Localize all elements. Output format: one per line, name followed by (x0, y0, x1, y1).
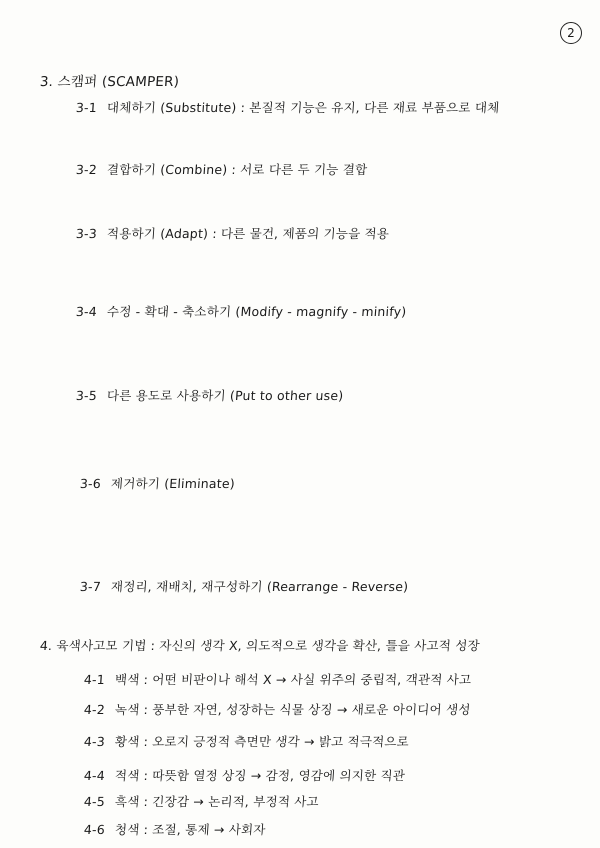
item-description: : 오로지 긍정적 측면만 생각 → 밝고 적극적으로 (143, 734, 410, 749)
section-3-heading: 3. 스캠퍼 (SCAMPER) (39, 74, 180, 90)
page-number: 2 (560, 22, 582, 44)
item-description: : 서로 다른 두 기능 결합 (231, 162, 368, 177)
item-description: : 어떤 비판이나 해석 X → 사실 위주의 중립적, 객관적 사고 (143, 672, 472, 687)
item-3-5 (75, 386, 344, 404)
item-title: 백색 (114, 672, 141, 687)
item-3-4 (75, 302, 407, 320)
item-title: 적색 (114, 768, 141, 783)
item-4-5 (83, 792, 319, 810)
item-4-3 (83, 732, 409, 750)
item-title: 재정리, 재배치, 재구성하기 (Rearrange - Reverse) (110, 579, 409, 594)
item-title: 제거하기 (Eliminate) (110, 476, 236, 491)
section-4-heading: 4. 육색사고모 기법 : 자신의 생각 X, 의도적으로 생각을 확산, 틀을 사고적 성장 (39, 638, 481, 653)
item-title: 흑색 (114, 794, 141, 809)
item-4-4 (83, 766, 405, 784)
item-title: 대체하기 (Substitute) (106, 100, 238, 115)
item-title: 황색 (114, 734, 141, 749)
item-3-7 (79, 577, 409, 595)
item-number: 3-2 (75, 162, 98, 177)
item-number: 4-1 (83, 672, 106, 687)
item-description: : 긴장감 → 논리적, 부정적 사고 (143, 794, 320, 809)
item-description: : 따뜻함 열정 상징 → 감정, 영감에 의지한 직관 (143, 768, 406, 783)
item-3-6 (79, 474, 235, 492)
item-description: : 다른 물건, 제품의 기능을 적용 (211, 226, 390, 241)
item-number: 3-1 (75, 100, 98, 115)
item-3-1 (75, 98, 500, 116)
item-4-2 (83, 700, 471, 718)
item-number: 3-3 (75, 226, 98, 241)
item-number: 4-2 (83, 702, 106, 717)
item-number: 4-5 (83, 794, 106, 809)
item-4-1 (83, 670, 472, 688)
item-title: 적용하기 (Adapt) (106, 226, 209, 241)
item-title: 녹색 (114, 702, 141, 717)
item-number: 3-4 (75, 304, 98, 319)
item-description: : 본질적 기능은 유지, 다른 재료 부품으로 대체 (240, 100, 500, 115)
item-number: 3-5 (75, 388, 98, 403)
item-description: : 조절, 통제 → 사회자 (143, 822, 267, 837)
item-number: 4-3 (83, 734, 106, 749)
item-title: 결합하기 (Combine) (106, 162, 228, 177)
item-3-3 (75, 224, 389, 242)
item-4-6 (83, 820, 266, 838)
item-number: 3-6 (79, 476, 102, 491)
item-description: : 풍부한 자연, 성장하는 식물 상징 → 새로운 아이디어 생성 (143, 702, 472, 717)
item-number: 4-4 (83, 768, 106, 783)
item-3-2 (75, 160, 368, 178)
item-title: 청색 (114, 822, 141, 837)
item-number: 4-6 (83, 822, 106, 837)
item-title: 다른 용도로 사용하기 (Put to other use) (106, 388, 344, 403)
item-title: 수정 - 확대 - 축소하기 (Modify - magnify - minify) (106, 304, 407, 319)
item-number: 3-7 (79, 579, 102, 594)
